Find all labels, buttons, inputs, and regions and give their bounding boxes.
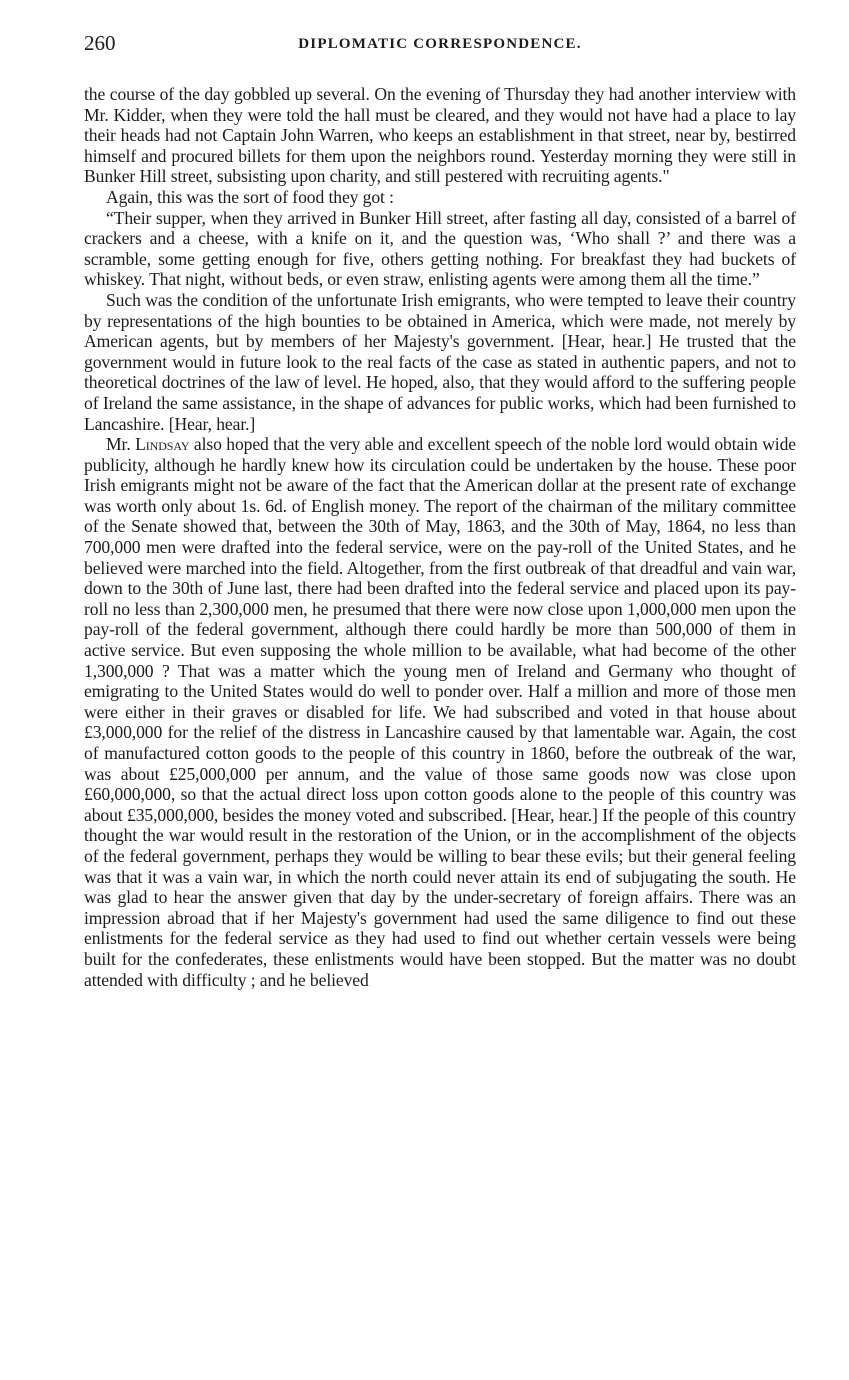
running-head: DIPLOMATIC CORRESPONDENCE. [298, 36, 582, 52]
paragraph-irish-emigrants: Such was the condition of the unfortunate Irish emigrants, who were tempted to leave their country by representations of the high bounties to be obtained in America, which were made, not merely by American agents, but by members of her Majesty's government. [Hear, hear.] He trusted that the government would in future look to the real facts of the case as stated in authentic papers, and not to theoretical doctrines of the law of level. He hoped, also, that they would afford to the suffering people of Ireland the same assistance, in the shape of advances for public works, which had been furnished to Lancashire. [Hear, hear.] [84, 289, 796, 434]
paragraph-again: Again, this was the sort of food they got : [106, 186, 394, 207]
speaker-prefix: Mr. [106, 434, 136, 455]
page [84, 30, 796, 990]
speech-text: also hoped that the very able and excellent speech of the noble lord would obtain wide publicity, although he hardly knew how its circulation could be undertaken by the house. These poor Irish emigrants might not be aware of the fact that the American dollar at the present rate of exchange was worth only about 1s. 6d. of English money. The report of the chairman of the military committee of the Senate showed that, between the 30th of May, 1863, and the 30th of May, 1864, no less than 700,000 men were drafted into the federal service, were on the pay-roll of the United States, and he believed were marched into the field. Altogether, from the first outbreak of that dreadful and vain war, down to the 30th of June last, there had been drafted into the federal service and placed upon its pay-roll no less than 2,300,000 men, he presumed that there were now close upon 1,000,000 men upon the pay-roll of the federal government, although there could hardly be more than 500,000 of them in active service. But even supposing the whole million to be available, what had become of the other 1,300,000 ? That was a matter which the young men of Ireland and Germany who thought of emigrating to the United States would do well to ponder over. Half a million and more of those men were either in their graves or disabled for life. We had subscribed and voted in that house about £3,000,000 for the relief of the distress in Lancashire caused by that lamentable war. Again, the cost of manufactured cotton goods to the people of this country in 1860, before the outbreak of the war, was about £25,000,000 per annum, and the value of those same goods now was close upon £60,000,000, so that the actual direct loss upon cotton goods alone to the people of this country was about £35,000,000, besides the money voted and subscribed. [Hear, hear.] If the people of this country thought the war would result in the restoration of the Union, or in the accomplishment of the objects of the federal government, perhaps they would be willing to bear these evils; but their general feeling was that it was a vain war, in which the north could never attain its end of subjugating the south. He was glad to hear the answer given that day by the under-secretary of foreign affairs. There was an impression abroad that if her Majesty's government had used the same diligence to find out these enlistments for the federal service as they had used to find out whether certain vessels were being built for the confederates, these enlistments would have been stopped. But the matter was no doubt attended with difficulty ; and he believed [84, 434, 796, 990]
body-text [84, 84, 796, 990]
paragraph-lindsay-speech [84, 434, 796, 990]
page-header [84, 30, 796, 56]
speaker-name: Lindsay [135, 434, 190, 455]
paragraph-continuation: the course of the day gobbled up several. On the evening of Thursday they had another interview with Mr. Kidder, when they were told the hall must be cleared, and they would not have had a place to lay their heads had not Captain John Warren, who keeps an establishment in that street, near by, bestirred himself and procured billets for them upon the neighbors round. Yesterday morning they were still in Bunker Hill street, subsisting upon charity, and still pestered with recruiting agents." [84, 84, 796, 187]
paragraph-quotation: “Their supper, when they arrived in Bunker Hill street, after fasting all day, consisted of a barrel of crackers and a cheese, with a knife on it, and the question was, ‘Who shall ?’ and there was a scramble, some getting enough for five, others getting nothing. For breakfast they had buckets of whiskey. That night, without beds, or even straw, enlisting agents were among them all the time.” [84, 207, 796, 290]
page-number: 260 [84, 31, 116, 55]
